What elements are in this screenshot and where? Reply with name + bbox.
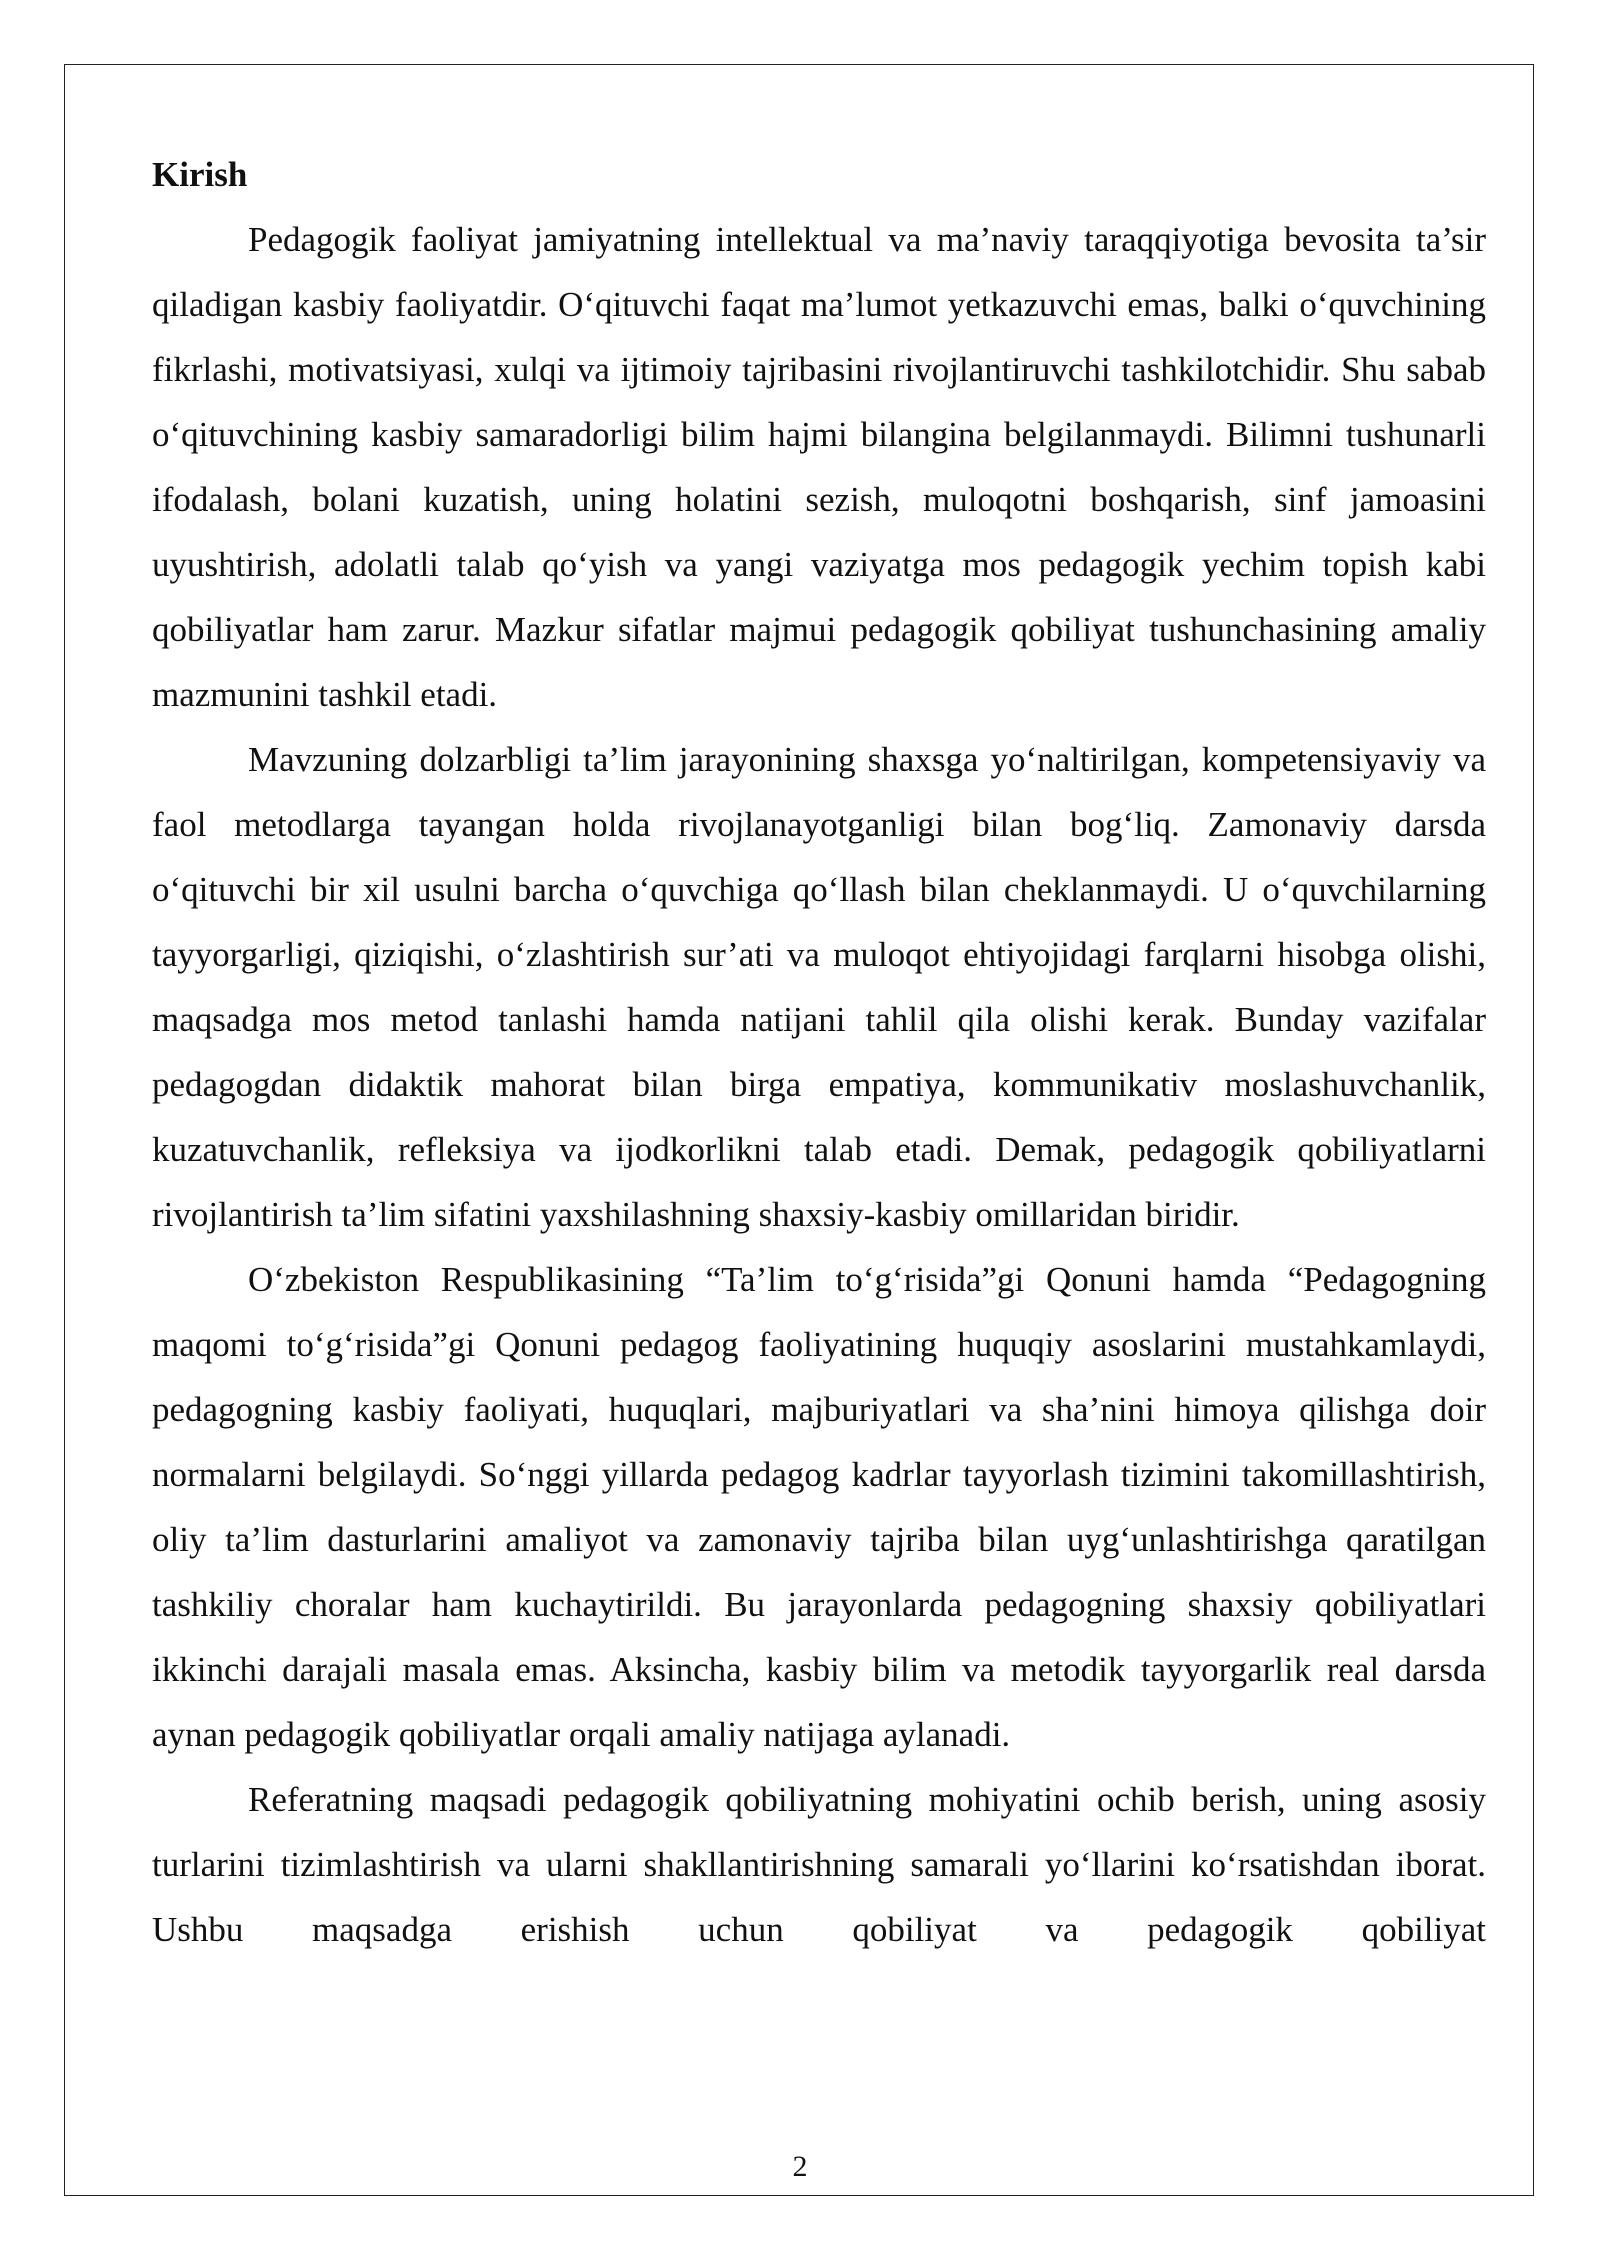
paragraph: Mavzuning dolzarbligi ta’lim jarayonining shaxsga yo‘naltirilgan, kompetensiyaviy va faol metodlarga tayangan holda rivojlanayotganligi bilan bog‘liq. Zamonaviy darsda o‘qituvchi bir xil usulni barcha o‘quvchiga qo‘llash bilan cheklanmaydi. U o‘quvchilarning tayyorgarligi, qiziqishi, o‘zlashtirish sur’ati va muloqot ehtiyojidagi farqlarni hisobga olishi, maqsadga mos metod tanlashi hamda natijani tahlil qila olishi kerak. Bunday vazifalar pedagogdan didaktik mahorat bilan birga empatiya, kommunikativ moslashuvchanlik, kuzatuvchanlik, refleksiya va ijodkorlikni talab etadi. Demak, pedagogik qobiliyatlarni rivojlantirish ta’lim sifatini yaxshilashning shaxsiy-kasbiy omillaridan biridir.: [152, 740, 1486, 1234]
paragraph: Referatning maqsadi pedagogik qobiliyatning mohiyatini ochib berish, uning asosiy turlarini tizimlashtirish va ularni shakllantirishning samarali yo‘llarini ko‘rsatishdan iborat. Ushbu maqsadga erishish uchun qobiliyat va pedagogik qobiliyat: [152, 1780, 1486, 1949]
section-heading: Kirish: [152, 155, 248, 194]
document-body: [152, 142, 1486, 1962]
paragraph: Pedagogik faoliyat jamiyatning intellektual va ma’naviy taraqqiyotiga bevosita ta’sir qiladigan kasbiy faoliyatdir. O‘qituvchi faqat ma’lumot yetkazuvchi emas, balki o‘quvchining fikrlashi, motivatsiyasi, xulqi va ijtimoiy tajribasini rivojlantiruvchi tashkilotchidir. Shu sabab o‘qituvchining kasbiy samaradorligi bilim hajmi bilangina belgilanmaydi. Bilimni tushunarli ifodalash, bolani kuzatish, uning holatini sezish, muloqotni boshqarish, sinf jamoasini uyushtirish, adolatli talab qo‘yish va yangi vaziyatga mos pedagogik yechim topish kabi qobiliyatlar ham zarur. Mazkur sifatlar majmui pedagogik qobiliyat tushunchasining amaliy mazmunini tashkil etadi.: [152, 220, 1486, 714]
page-number: 2: [792, 2150, 808, 2183]
paragraph: O‘zbekiston Respublikasining “Ta’lim to‘g‘risida”gi Qonuni hamda “Pedagogning maqomi to‘g‘risida”gi Qonuni pedagog faoliyatining huquqiy asoslarini mustahkamlaydi, pedagogning kasbiy faoliyati, huquqlari, majburiyatlari va sha’nini himoya qilishga doir normalarni belgilaydi. So‘nggi yillarda pedagog kadrlar tayyorlash tizimini takomillashtirish, oliy ta’lim dasturlarini amaliyot va zamonaviy tajriba bilan uyg‘unlashtirishga qaratilgan tashkiliy choralar ham kuchaytirildi. Bu jarayonlarda pedagogning shaxsiy qobiliyatlari ikkinchi darajali masala emas. Aksincha, kasbiy bilim va metodik tayyorgarlik real darsda aynan pedagogik qobiliyatlar orqali amaliy natijaga aylanadi.: [152, 1260, 1486, 1754]
